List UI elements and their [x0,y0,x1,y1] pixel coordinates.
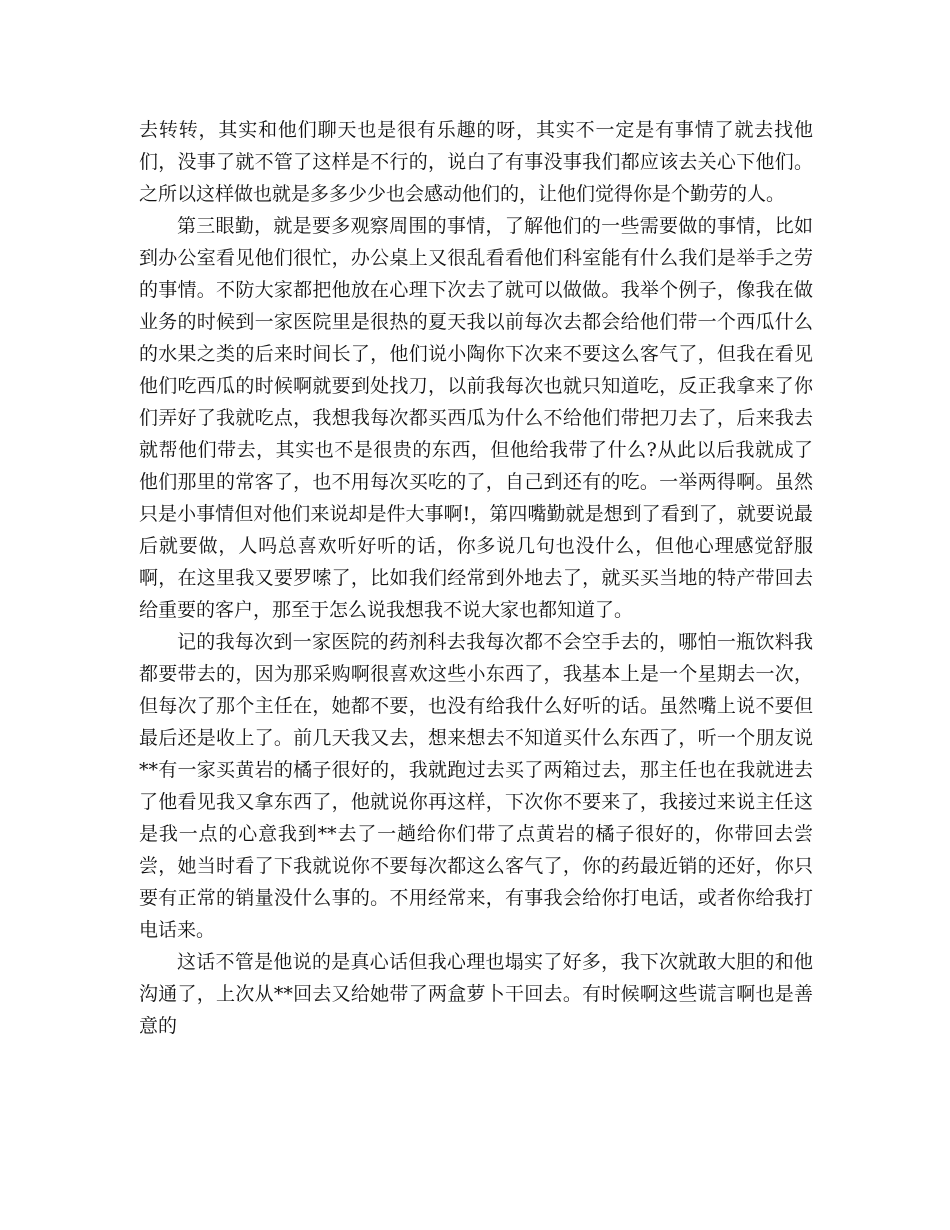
paragraph-1: 去转转，其实和他们聊天也是很有乐趣的呀，其实不一定是有事情了就去找他们，没事了就不管了这样是不行的，说白了有事没事我们都应该去关心下他们。之所以这样做也就是多多少少也会感动他们的，让他们觉得你是个勤劳的人。 [139,119,813,205]
paragraph-2: 第三眼勤，就是要多观察周围的事情，了解他们的一些需要做的事情，比如到办公室看见他们很忙，办公桌上又很乱看看他们科室能有什么我们是举手之劳的事情。不防大家都把他放在心理下次去了就可以做做。我举个例子，像我在做业务的时候到一家医院里是很热的夏天我以前每次去都会给他们带一个西瓜什么的水果之类的后来时间长了，他们说小陶你下次来不要这么客气了，但我在看见他们吃西瓜的时候啊就要到处找刀，以前我每次也就只知道吃，反正我拿来了你们弄好了我就吃点，我想我每次都买西瓜为什么不给他们带把刀去了，后来我去就帮他们带去，其实也不是很贵的东西，但他给我带了什么?从此以后我就成了他们那里的常客了，也不用每次买吃的了，自己到还有的吃。一举两得啊。虽然只是小事情但对他们来说却是件大事啊!，第四嘴勤就是想到了看到了，就要说最后就要做，人吗总喜欢听好听的话，你多说几句也没什么，但他心理感觉舒服啊，在这里我又要罗嗦了，比如我们经常到外地去了，就买买当地的特产带回去给重要的客户，那至于怎么说我想我不说大家也都知道了。 [139,215,813,621]
paragraph-4: 这话不管是他说的是真心话但我心理也塌实了好多，我下次就敢大胆的和他沟通了，上次从**回去又给她带了两盒萝卜干回去。有时候啊这些谎言啊也是善意的 [139,951,813,1037]
document-body [139,114,813,1042]
paragraph-3: 记的我每次到一家医院的药剂科去我每次都不会空手去的，哪怕一瓶饮料我都要带去的，因为那采购啊很喜欢这些小东西了，我基本上是一个星期去一次，但每次了那个主任在，她都不要，也没有给我什么好听的话。虽然嘴上说不要但最后还是收上了。前几天我又去，想来想去不知道买什么东西了，听一个朋友说**有一家买黄岩的橘子很好的，我就跑过去买了两箱过去，那主任也在我就进去了他看见我又拿东西了，他就说你再这样，下次你不要来了，我接过来说主任这是我一点的心意我到**去了一趟给你们带了点黄岩的橘子很好的，你带回去尝尝，她当时看了下我就说你不要每次都这么客气了，你的药最近销的还好，你只要有正常的销量没什么事的。不用经常来，有事我会给你打电话，或者你给我打电话来。 [139,631,813,941]
